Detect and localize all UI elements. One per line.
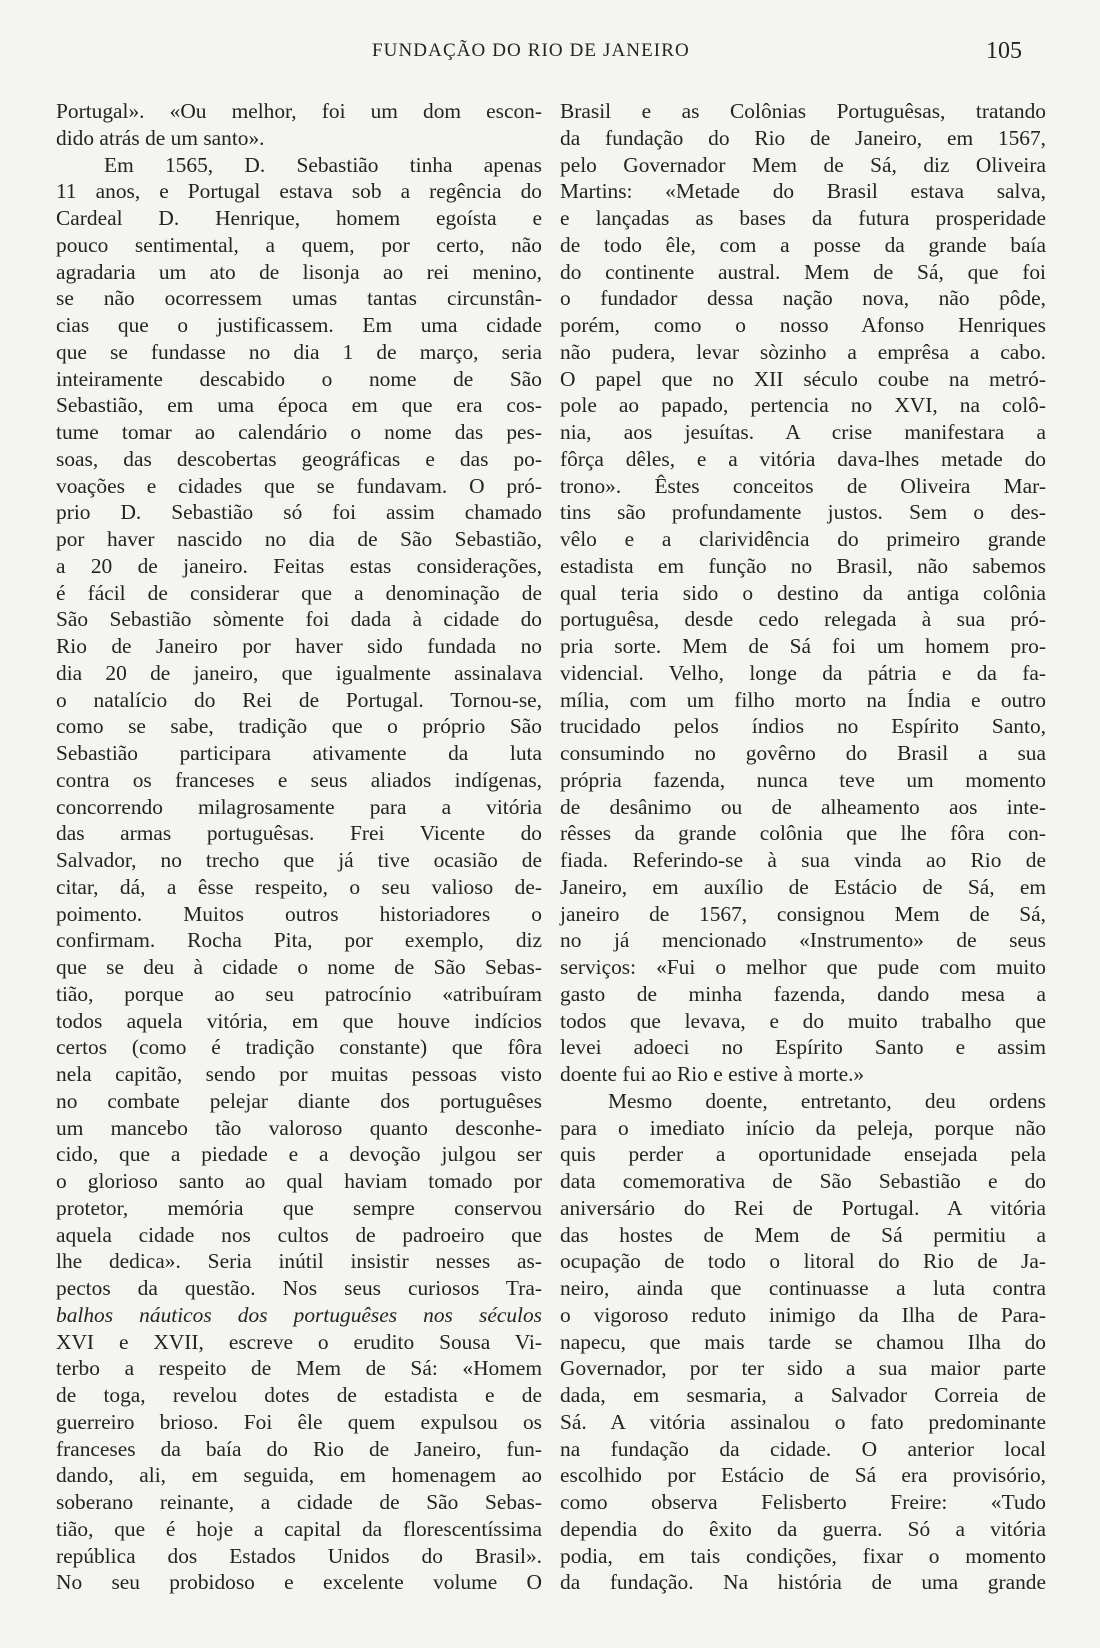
text-line: das armas portuguêsas. Frei Vicente do [56, 821, 542, 846]
text-line: concorrendo milagrosamente para a vitória [56, 794, 542, 819]
text-line: dido atrás de um santo». [56, 125, 265, 150]
text-line: Janeiro, em auxílio de Estácio de Sá, em [560, 874, 1046, 899]
text-line: podia, em tais condições, fixar o momento [560, 1543, 1046, 1568]
text-line: fiada. Referindo-se à sua vinda ao Rio de [560, 848, 1046, 872]
text-line: como observa Felisberto Freire: «Tudo [560, 1490, 1046, 1514]
running-header [0, 38, 1100, 68]
running-title: FUNDAÇÃO DO RIO DE JANEIRO [372, 40, 690, 61]
text-line: da fundação. Na história de uma grande [560, 1570, 1046, 1595]
text-line: soas, das descobertas geográficas e das po- [56, 446, 542, 471]
text-line: São Sebastião sòmente foi dada à cidade do [56, 607, 542, 632]
text-line: citar, dá, a êsse respeito, o seu valioso de- [56, 874, 542, 899]
text-line: trono». Êstes conceitos de Oliveira Mar- [560, 473, 1046, 498]
text-line: tins são profundamente justos. Sem o des- [560, 500, 1046, 525]
text-line: a 20 de janeiro. Feitas estas considerações, [56, 553, 542, 578]
text-line: escolhido por Estácio de Sá era provisório, [560, 1463, 1046, 1488]
text-line: do continente austral. Mem de Sá, que foi [560, 259, 1046, 284]
text-line: na fundação da cidade. O anterior local [560, 1436, 1046, 1461]
text-line: quis perder a oportunidade ensejada pela [560, 1142, 1046, 1167]
text-line: todos que levava, e do muito trabalho que [560, 1008, 1046, 1033]
text-line: cido, que a piedade e a devoção julgou ser [56, 1142, 542, 1167]
text-line: todos aquela vitória, em que houve indícios [56, 1008, 542, 1033]
text-line: consumindo no govêrno do Brasil a sua [560, 741, 1046, 765]
text-line: certos (como é tradição constante) que fôra [56, 1035, 542, 1060]
text-line: aquela cidade nos cultos de padroeiro que [56, 1222, 542, 1247]
text-line: balhos náuticos dos portuguêses nos séculos [56, 1302, 542, 1327]
text-line: que se fundasse no dia 1 de março, seria [56, 339, 542, 364]
text-line: guerreiro brioso. Foi êle quem expulsou os [56, 1409, 542, 1434]
text-line: agradaria um ato de lisonja ao rei menino, [56, 259, 542, 284]
text-line: Rio de Janeiro por haver sido fundada no [56, 634, 542, 658]
text-line: um mancebo tão valoroso quanto desconhe- [56, 1115, 542, 1140]
text-line: Sá. A vitória assinalou o fato predominante [560, 1409, 1046, 1434]
text-line: Em 1565, D. Sebastião tinha apenas [104, 152, 542, 177]
text-line: de desânimo ou de alheamento aos inte- [560, 794, 1046, 819]
text-line: cias que o justificassem. Em uma cidade [56, 313, 542, 337]
text-line: não pudera, levar sòzinho a emprêsa a cabo. [560, 339, 1046, 364]
text-line: própria fazenda, nunca teve um momento [560, 767, 1046, 792]
left-column [56, 98, 542, 1596]
text-line: que se deu à cidade o nome de São Sebas- [56, 955, 542, 979]
text-line: é fácil de considerar que a denominação de [56, 580, 542, 605]
text-line: No seu probidoso e excelente volume O [56, 1570, 542, 1595]
text-line: tião, que é hoje a capital da florescentíssima [56, 1516, 542, 1541]
text-line: napecu, que mais tarde se chamou Ilha do [560, 1329, 1046, 1354]
text-line: poimento. Muitos outros historiadores o [56, 901, 542, 926]
text-line: dependia do êxito da guerra. Só a vitória [560, 1516, 1046, 1541]
text-line: janeiro de 1567, consignou Mem de Sá, [560, 901, 1046, 926]
text-line: terbo a respeito de Mem de Sá: «Homem [56, 1356, 542, 1381]
text-line: voações e cidades que se fundavam. O pró- [56, 473, 542, 498]
text-line: confirmam. Rocha Pita, por exemplo, diz [56, 928, 542, 953]
text-line: o fundador dessa nação nova, não pôde, [560, 286, 1046, 311]
text-line: Mesmo doente, entretanto, deu ordens [608, 1088, 1046, 1113]
text-line: dia 20 de janeiro, que igualmente assinalava [56, 660, 542, 685]
text-line: soberano reinante, a cidade de São Sebas- [56, 1490, 542, 1514]
page-number: 105 [986, 38, 1022, 64]
text-line: pelo Governador Mem de Sá, diz Oliveira [560, 152, 1046, 177]
text-line: o natalício do Rei de Portugal. Tornou-se, [56, 687, 542, 712]
text-line: XVI e XVII, escreve o erudito Sousa Vi- [56, 1329, 542, 1354]
text-line: porém, como o nosso Afonso Henriques [560, 313, 1046, 337]
text-line: de toga, revelou dotes de estadista e de [56, 1383, 542, 1407]
text-line: pole ao papado, pertencia no XVI, na colô- [560, 393, 1046, 418]
text-line: como se sabe, tradição que o próprio São [56, 714, 542, 739]
text-line: o glorioso santo ao qual haviam tomado por [56, 1169, 542, 1193]
text-line: portuguêsa, desde cedo relegada à sua pró- [560, 607, 1046, 632]
text-line: de todo êle, com a posse da grande baía [560, 232, 1046, 257]
text-line: mília, com um filho morto na Índia e outro [560, 687, 1046, 712]
text-line: Salvador, no trecho que já tive ocasião de [56, 848, 542, 872]
text-line: Brasil e as Colônias Portuguêsas, tratando [560, 99, 1046, 123]
text-line: fôrça dêles, e a vitória dava-lhes metade do [560, 446, 1046, 471]
text-line: qual teria sido o destino da antiga colônia [560, 580, 1046, 605]
text-line: Martins: «Metade do Brasil estava salva, [560, 179, 1046, 204]
text-line: aniversário do Rei de Portugal. A vitória [560, 1195, 1046, 1220]
text-line: contra os franceses e seus aliados indígenas, [56, 767, 542, 792]
text-line: lhe dedica». Seria inútil insistir nesses as- [56, 1249, 542, 1274]
text-line: vêlo e a clarividência do primeiro grande [560, 527, 1046, 551]
text-line: pria sorte. Mem de Sá foi um homem pro- [560, 634, 1046, 658]
text-line: O papel que no XII século coube na metró- [560, 366, 1046, 391]
text-line: pouco sentimental, a quem, por certo, não [56, 232, 542, 257]
text-line: das hostes de Mem de Sá permitiu a [560, 1222, 1046, 1247]
text-line: república dos Estados Unidos do Brasil». [56, 1543, 542, 1568]
text-line: Sebastião participara ativamente da luta [56, 741, 542, 765]
text-line: por haver nascido no dia de São Sebastião, [56, 527, 542, 551]
text-line: neiro, ainda que continuasse a luta contra [560, 1276, 1046, 1300]
text-line: dando, ali, em seguida, em homenagem ao [56, 1463, 542, 1488]
text-line: trucidado pelos índios no Espírito Santo, [560, 714, 1046, 739]
text-line: nela capitão, sendo por muitas pessoas visto [56, 1062, 542, 1086]
text-line: serviços: «Fui o melhor que pude com muito [560, 955, 1046, 979]
text-line: no combate pelejar diante dos portuguêses [56, 1088, 542, 1113]
text-line: Governador, por ter sido a sua maior parte [560, 1356, 1046, 1381]
text-line: tião, porque ao seu patrocínio «atribuíram [56, 981, 542, 1006]
text-line: Cardeal D. Henrique, homem egoísta e [56, 206, 542, 230]
text-line: protetor, memória que sempre conservou [56, 1195, 542, 1220]
text-line: ocupação de todo o litoral do Rio de Ja- [560, 1249, 1046, 1274]
text-line: data comemorativa de São Sebastião e do [560, 1169, 1046, 1193]
text-line: 11 anos, e Portugal estava sob a regência do [56, 179, 542, 204]
text-line: inteiramente descabido o nome de São [56, 366, 542, 391]
text-line: e lançadas as bases da futura prosperidade [560, 206, 1046, 230]
text-line: doente fui ao Rio e estive à morte.» [560, 1062, 865, 1086]
right-column [560, 98, 1046, 1596]
text-line: se não ocorressem umas tantas circunstân- [56, 286, 542, 311]
text-line: gasto de minha fazenda, dando mesa a [560, 981, 1046, 1006]
text-line: rêsses da grande colônia que lhe fôra con- [560, 821, 1046, 846]
text-line: Sebastião, em uma época em que era cos- [56, 393, 542, 418]
text-line: tume tomar ao calendário o nome das pes- [56, 420, 542, 444]
text-line: o vigoroso reduto inimigo da Ilha de Para- [560, 1302, 1046, 1327]
text-line: estadista em função no Brasil, não sabemos [560, 553, 1046, 578]
text-line: prio D. Sebastião só foi assim chamado [56, 500, 542, 525]
text-line: dada, em sesmaria, a Salvador Correia de [560, 1383, 1046, 1407]
text-line: para o imediato início da peleja, porque não [560, 1115, 1046, 1140]
text-line: franceses da baía do Rio de Janeiro, fun- [56, 1436, 542, 1461]
text-line: videncial. Velho, longe da pátria e da fa- [560, 660, 1046, 685]
text-line: Portugal». «Ou melhor, foi um dom escon- [56, 99, 542, 123]
text-line: da fundação do Rio de Janeiro, em 1567, [560, 125, 1046, 150]
text-line: pectos da questão. Nos seus curiosos Tra- [56, 1276, 542, 1300]
text-line: no já mencionado «Instrumento» de seus [560, 928, 1046, 953]
text-line: levei adoeci no Espírito Santo e assim [560, 1035, 1046, 1060]
text-line: nia, aos jesuítas. A crise manifestara a [560, 420, 1046, 444]
